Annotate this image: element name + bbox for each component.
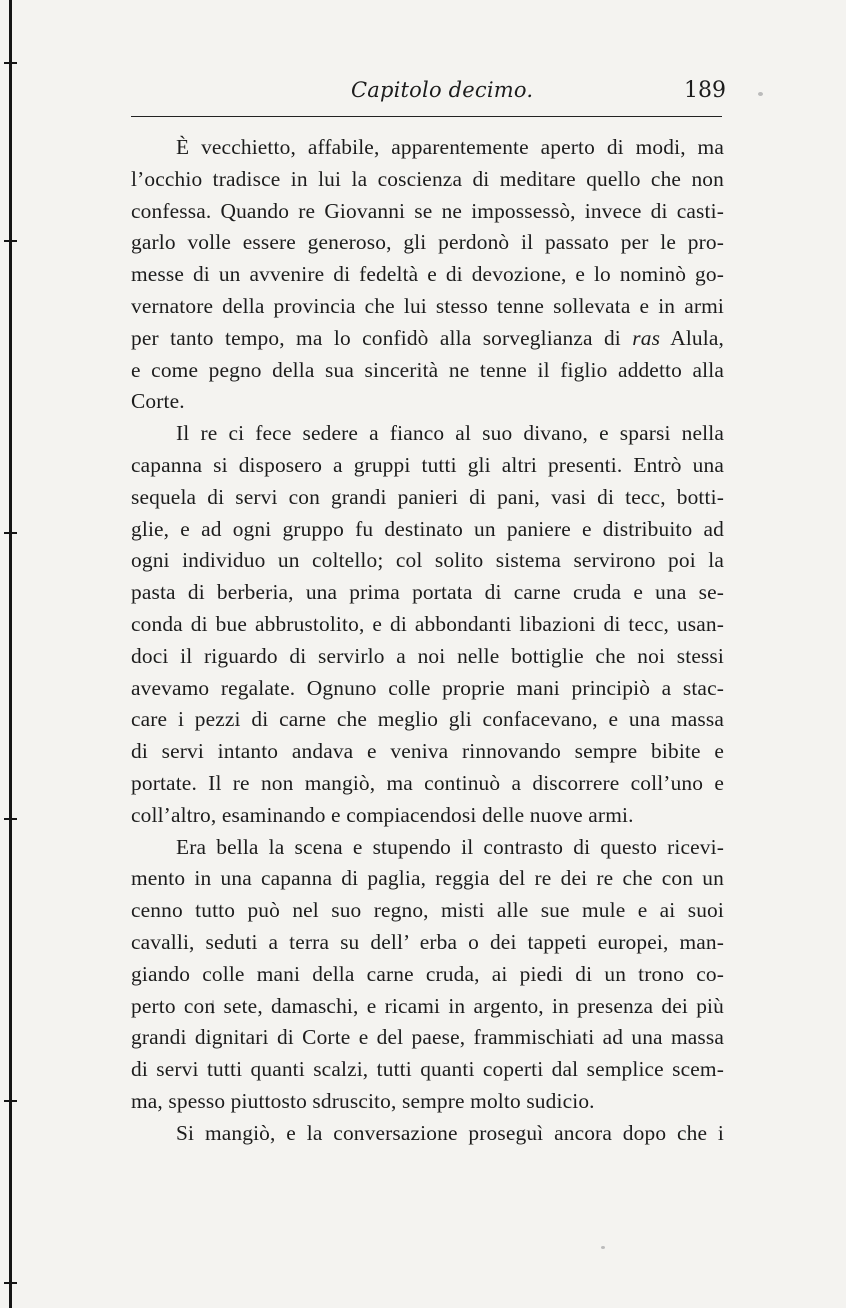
binding-mark: [4, 1100, 17, 1102]
text-line: coll’altro, esaminando e compiacendosi delle nuove armi.: [131, 802, 634, 827]
page-number: 189: [684, 78, 726, 103]
text-line: garlo volle essere generoso, gli perdonò il passato per le pro-: [131, 230, 724, 255]
paragraph: [131, 418, 724, 831]
paper-speck: [601, 1246, 605, 1249]
text-line: per tanto tempo, ma lo confidò alla sorveglianza di ras Alula,: [131, 325, 724, 350]
body-text: [131, 132, 724, 1150]
binding-edge: [9, 0, 12, 1308]
italic-word: ras: [632, 325, 661, 350]
text-line: di servi intanto andava e veniva rinnovando sempre bibite e: [131, 739, 724, 764]
text-line: È vecchietto, affabile, apparentemente aperto di modi, ma: [176, 135, 724, 159]
text-line: cenno tutto può nel suo regno, misti alle sue mule e ai suoi: [131, 898, 724, 923]
text-line: cavalli, seduti a terra su dell’ erba o dei tappeti europei, man-: [131, 929, 724, 954]
text-line: ma, spesso piuttosto sdruscito, sempre molto sudicio.: [131, 1088, 595, 1113]
text-line: sequela di servi con grandi panieri di pani, vasi di tecc, botti-: [131, 484, 724, 509]
text-line: ogni individuo un coltello; col solito sistema servirono poi la: [131, 548, 724, 573]
book-page: [131, 68, 726, 1145]
text-line: pasta di berberia, una prima portata di carne cruda e una se-: [131, 580, 724, 605]
text-line: giando colle mani della carne cruda, ai piedi di un trono co-: [131, 961, 724, 986]
text-line: capanna si disposero a gruppi tutti gli altri presenti. Entrò una: [131, 452, 724, 477]
running-header: [131, 68, 726, 108]
text-line: portate. Il re non mangiò, ma continuò a discorrere coll’uno e: [131, 770, 724, 795]
text-line: conda di bue abbrustolito, e di abbondanti libazioni di tecc, usan-: [131, 611, 724, 636]
text-line: mento in una capanna di paglia, reggia del re dei re che con un: [131, 866, 724, 891]
text-line: care i pezzi di carne che meglio gli confacevano, e una massa: [131, 707, 724, 732]
text-line: doci il riguardo di servirlo a noi nelle bottiglie che noi stessi: [131, 643, 724, 668]
text-line: di servi tutti quanti scalzi, tutti quanti coperti dal semplice scem-: [131, 1057, 724, 1082]
text-line: Il re ci fece sedere a fianco al suo divano, e sparsi nella: [176, 421, 724, 446]
text-line: avevamo regalate. Ognuno colle proprie mani principiò a stac-: [131, 675, 724, 700]
text-line: grandi dignitari di Corte e del paese, frammischiati ad una massa: [131, 1025, 724, 1050]
text-line: confessa. Quando re Giovanni se ne impossessò, invece di casti-: [131, 198, 724, 223]
header-rule: [131, 116, 722, 117]
binding-mark: [4, 532, 17, 534]
paragraph: [131, 832, 724, 1118]
text-line: Si mangiò, e la conversazione proseguì ancora dopo che i: [176, 1120, 724, 1145]
binding-mark: [4, 1282, 17, 1284]
text-line: glie, e ad ogni gruppo fu destinato un paniere e distribuito ad: [131, 516, 724, 541]
text-line: Corte.: [131, 389, 185, 414]
binding-mark: [4, 62, 17, 64]
text-line: vernatore della provincia che lui stesso tenne sollevata e in armi: [131, 293, 724, 318]
binding-mark: [4, 240, 17, 242]
text-line: e come pegno della sua sincerità ne tenne il figlio addetto alla: [131, 357, 724, 382]
text-line: l’occhio tradisce in lui la coscienza di meditare quello che non: [131, 166, 724, 191]
paragraph: [131, 1118, 724, 1150]
paper-speck: [758, 92, 763, 96]
binding-mark: [4, 818, 17, 820]
text-line: messe di un avvenire di fedeltà e di devozione, e lo nominò go-: [131, 262, 724, 287]
paragraph: [131, 132, 724, 418]
text-line: perto con sete, damaschi, e ricami in argento, in presenza dei più: [131, 993, 724, 1018]
running-title: Capitolo decimo.: [351, 78, 534, 102]
text-line: Era bella la scena e stupendo il contrasto di questo ricevi-: [176, 834, 724, 859]
